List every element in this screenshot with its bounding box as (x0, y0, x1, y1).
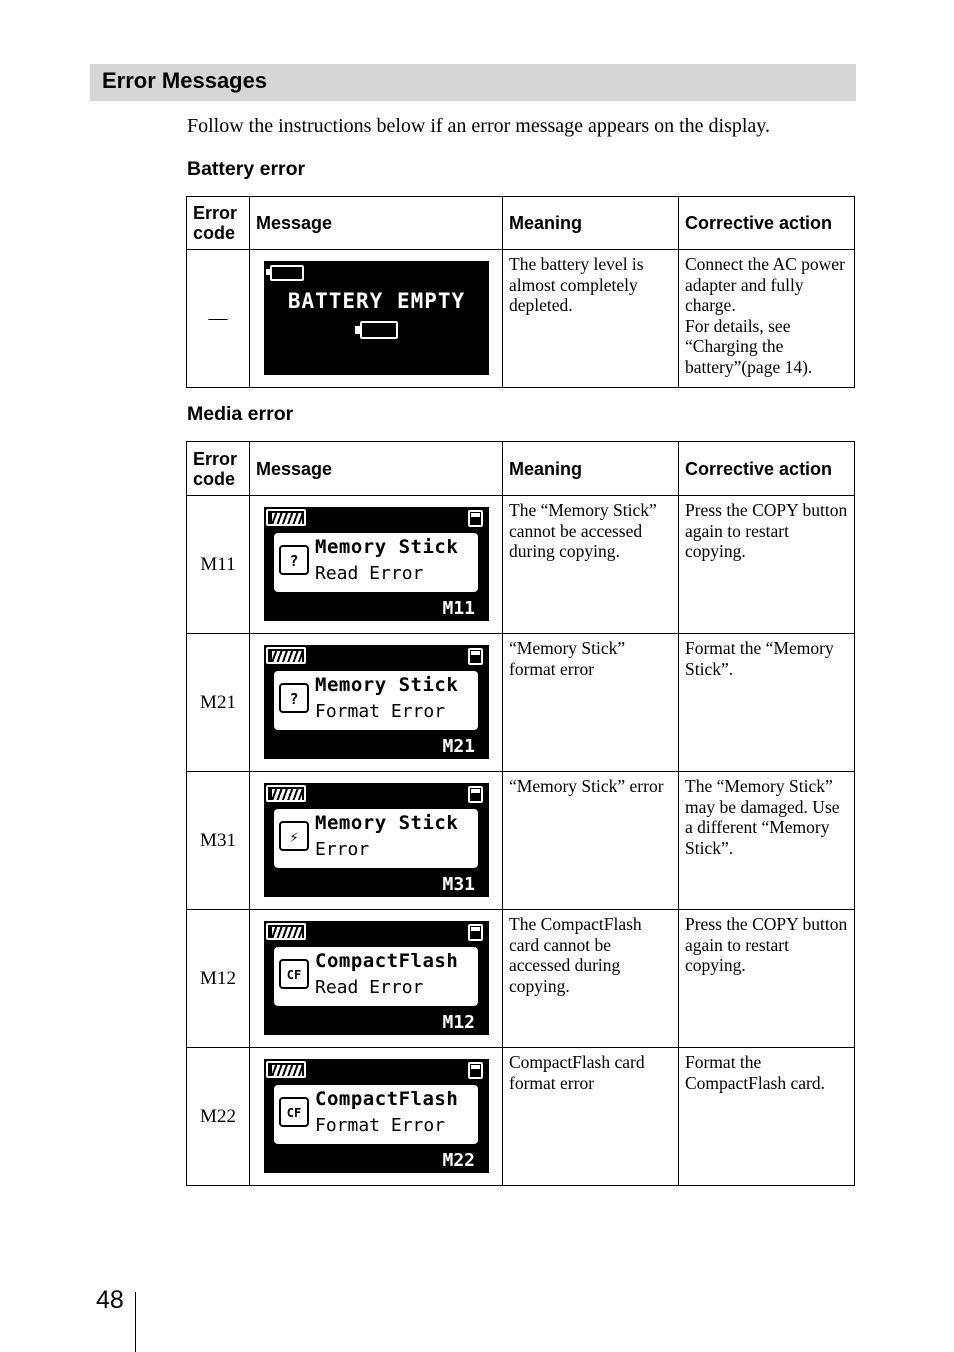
error-code: M11 (187, 496, 250, 634)
media-card-icon (468, 510, 483, 527)
message-cell (250, 772, 503, 910)
lcd-screen (264, 783, 489, 897)
message-cell (250, 496, 503, 634)
media-error-table (186, 441, 855, 1186)
header-corrective-action: Corrective action (679, 197, 855, 250)
meaning-text: CompactFlash card format error (503, 1048, 679, 1186)
lcd-screen (264, 645, 489, 759)
header-meaning: Meaning (503, 442, 679, 496)
lcd-title: Memory Stick (315, 674, 459, 696)
battery-error-table (186, 196, 855, 388)
error-code: M12 (187, 910, 250, 1048)
table-row (187, 1048, 855, 1186)
intro-text: Follow the instructions below if an error message appears on the display. (187, 115, 771, 137)
lcd-message-panel (274, 1085, 478, 1144)
media-warning-icon: CF (279, 1097, 309, 1127)
meaning-text: “Memory Stick” format error (503, 634, 679, 772)
media-warning-icon: ? (279, 545, 309, 575)
battery-icon (266, 509, 306, 526)
header-error-code: Error code (187, 197, 250, 250)
table-header-row (187, 197, 855, 250)
lcd-subtitle: Read Error (315, 977, 424, 998)
page-number-rule (135, 1292, 136, 1352)
header-meaning: Meaning (503, 197, 679, 250)
lcd-screen (264, 261, 489, 375)
page-number: 48 (96, 1286, 124, 1314)
meaning-text: “Memory Stick” error (503, 772, 679, 910)
lcd-title: CompactFlash (315, 950, 459, 972)
lcd-subtitle: Format Error (315, 701, 446, 722)
lcd-error-code: M22 (442, 1150, 475, 1171)
media-warning-icon: ? (279, 683, 309, 713)
error-code: — (187, 250, 250, 388)
battery-icon (266, 923, 306, 940)
lcd-error-code: M11 (442, 598, 475, 619)
media-warning-icon: ⚡ (279, 821, 309, 851)
action-text (679, 250, 855, 388)
header-message: Message (250, 197, 503, 250)
lcd-error-code: M31 (442, 874, 475, 895)
battery-error-heading: Battery error (187, 158, 306, 180)
lcd-message-panel (274, 671, 478, 730)
meaning-text: The battery level is almost completely depleted. (503, 250, 679, 388)
lcd-screen (264, 921, 489, 1035)
header-message: Message (250, 442, 503, 496)
table-row (187, 496, 855, 634)
media-card-icon (468, 786, 483, 803)
lcd-battery-empty-text: BATTERY EMPTY (287, 289, 466, 313)
section-header-bar (90, 64, 856, 101)
media-card-icon (468, 1062, 483, 1079)
message-cell (250, 910, 503, 1048)
table-row (187, 772, 855, 910)
lcd-screen (264, 507, 489, 621)
lcd-title: Memory Stick (315, 536, 459, 558)
table-row (187, 250, 855, 388)
lcd-title: CompactFlash (315, 1088, 459, 1110)
lcd-message-panel (274, 533, 478, 592)
error-code: M22 (187, 1048, 250, 1186)
error-code: M21 (187, 634, 250, 772)
lcd-subtitle: Read Error (315, 563, 424, 584)
lcd-subtitle: Format Error (315, 1115, 446, 1136)
error-code: M31 (187, 772, 250, 910)
battery-icon (266, 647, 306, 664)
action-text: Press the COPY button again to restart copying. (679, 496, 855, 634)
battery-icon (266, 1061, 306, 1078)
action-text: The “Memory Stick” may be damaged. Use a different “Memory Stick”. (679, 772, 855, 910)
message-cell (250, 634, 503, 772)
table-row (187, 910, 855, 1048)
lcd-message-panel (274, 947, 478, 1006)
media-card-icon (468, 648, 483, 665)
battery-icon (270, 265, 304, 281)
lcd-subtitle: Error (315, 839, 370, 860)
section-title: Error Messages (102, 68, 268, 93)
action-line: Connect the AC power adapter and fully charge. (685, 254, 845, 315)
lcd-screen (264, 1059, 489, 1173)
meaning-text: The CompactFlash card cannot be accessed during copying. (503, 910, 679, 1048)
action-line: For details, see “Charging the battery”(page 14). (685, 315, 813, 377)
battery-icon (266, 785, 306, 802)
action-text: Format the CompactFlash card. (679, 1048, 855, 1186)
lcd-error-code: M12 (442, 1012, 475, 1033)
action-text: Format the “Memory Stick”. (679, 634, 855, 772)
table-row (187, 634, 855, 772)
media-card-icon (468, 924, 483, 941)
media-error-heading: Media error (187, 403, 294, 425)
meaning-text: The “Memory Stick” cannot be accessed during copying. (503, 496, 679, 634)
battery-tip-icon (266, 269, 270, 275)
message-cell (250, 250, 503, 388)
lcd-error-code: M21 (442, 736, 475, 757)
media-warning-icon: CF (279, 959, 309, 989)
action-text: Press the COPY button again to restart copying. (679, 910, 855, 1048)
empty-battery-icon (360, 321, 398, 339)
lcd-message-panel (274, 809, 478, 868)
table-header-row (187, 442, 855, 496)
message-cell (250, 1048, 503, 1186)
header-corrective-action: Corrective action (679, 442, 855, 496)
lcd-title: Memory Stick (315, 812, 459, 834)
empty-battery-tip-icon (355, 326, 360, 334)
header-error-code: Error code (187, 442, 250, 496)
